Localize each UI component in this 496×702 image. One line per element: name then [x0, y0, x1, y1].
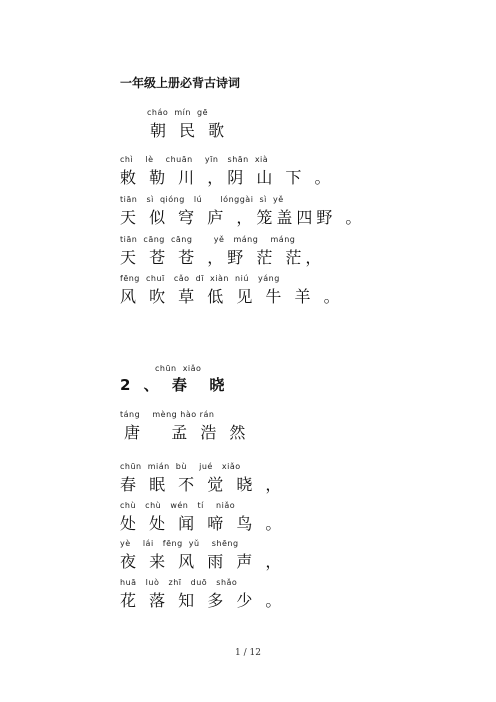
poem2-line2: 处 处 闻 啼 鸟 。 [120, 514, 286, 533]
poem2-author-pinyin: táng mèng hào rán [120, 410, 215, 419]
poem2-title: 2 、 春 晓 [120, 376, 229, 394]
poem2-line4: 花 落 知 多 少 。 [120, 591, 286, 610]
poem1-line2: 天 似 穹 庐 ，笼盖四野 。 [120, 208, 366, 227]
poem2-line2-pinyin: chù chù wén tí niǎo [120, 501, 236, 510]
poem1-line4: 风 吹 草 低 见 牛 羊 。 [120, 287, 344, 306]
poem1-line4-pinyin: fēng chuī cǎo dī xiàn niú yáng [120, 274, 280, 283]
poem2-line3-pinyin: yè lái fēng yǔ shēng [120, 539, 239, 548]
poem1-line1-pinyin: chì lè chuān yīn shān xià [120, 155, 269, 164]
poem1-line3: 天 苍 苍 ，野 茫 茫， [120, 248, 326, 267]
poem2-title-pinyin: chūn xiǎo [155, 364, 202, 373]
poem2-line4-pinyin: huā luò zhī duō shǎo [120, 578, 238, 587]
poem1-title-pinyin: cháo mín gē [147, 108, 209, 117]
poem1-line3-pinyin: tiān cāng cāng yě máng máng [120, 235, 296, 244]
poem2-line3: 夜 来 风 雨 声 ， [120, 552, 286, 571]
poem1-line1: 敕 勒 川 ，阴 山 下 。 [120, 168, 335, 187]
poem2-author: 唐 孟 浩 然 [124, 423, 250, 442]
poem1-title: 朝 民 歌 [150, 121, 229, 140]
poem1-line2-pinyin: tiān sì qióng lú lónggài sì yě [120, 195, 284, 204]
poem2-line1-pinyin: chūn mián bù jué xiǎo [120, 462, 241, 471]
page-number: 1 / 12 [235, 648, 261, 658]
page-title: 一年级上册必背古诗词 [120, 76, 241, 90]
poem2-line1: 春 眠 不 觉 晓 ， [120, 475, 286, 494]
